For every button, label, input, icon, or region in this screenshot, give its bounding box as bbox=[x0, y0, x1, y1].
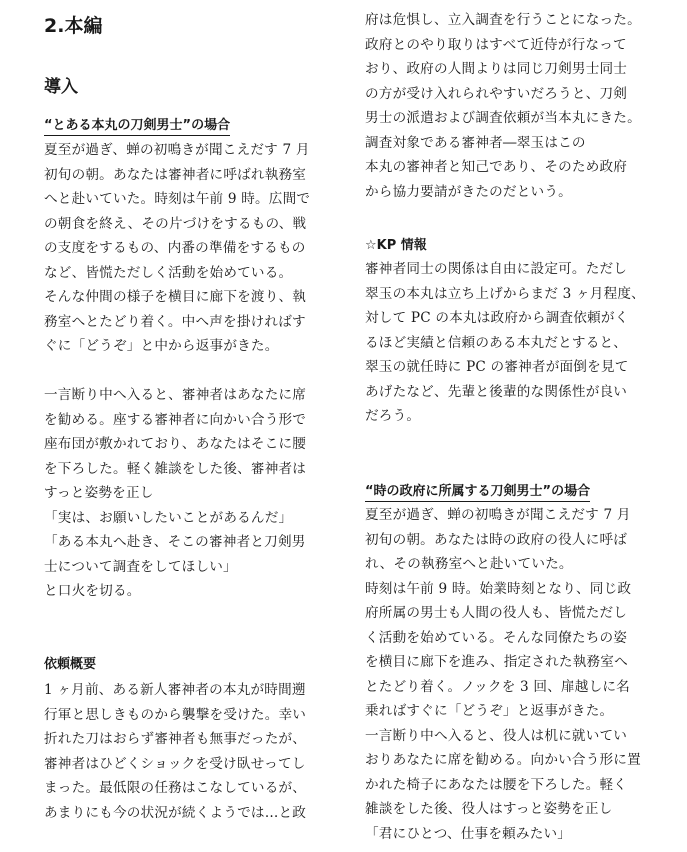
text-line: 翠玉の本丸は立ち上げからまだ 3 ヶ月程度、 bbox=[365, 285, 645, 302]
text-line: 折れた刀はおらず審神者も無事だったが、 bbox=[44, 731, 307, 747]
chapter-title: 2.本編 bbox=[44, 15, 103, 37]
text-line: 調査対象である審神者―翠玉はこの bbox=[365, 134, 586, 151]
text-line: から協力要請がきたのだという。 bbox=[365, 183, 572, 200]
text-line: 男士の派遣および調査依頼が当本丸にきた。 bbox=[365, 110, 641, 126]
text-line: だろう。 bbox=[365, 408, 421, 424]
text-line: 審神者同士の関係は自由に設定可。ただし bbox=[365, 261, 628, 277]
text-line: あげたなど、先輩と後輩的な関係性が良い bbox=[365, 383, 628, 400]
text-line: 一言断り中へ入ると、役人は机に就いてい bbox=[365, 727, 628, 744]
text-line: 審神者はひどくショックを受け臥せってし bbox=[44, 755, 306, 772]
text-line: 行軍と思しきものから襲撃を受けた。幸い bbox=[44, 706, 307, 723]
text-line: を下ろした。軽く雑談をした後、審神者は bbox=[44, 460, 307, 477]
text-line: 「君にひとつ、仕事を頼みたい」 bbox=[365, 825, 572, 842]
text-line: 夏至が過ぎ、蝉の初鳴きが聞こえだす 7 月 bbox=[44, 142, 310, 158]
text-line: 「ある本丸へ赴き、そこの審神者と刀剣男 bbox=[44, 534, 306, 550]
text-line: 務室へとたどり着く。中へ声を掛ければす bbox=[44, 313, 306, 330]
text-line: 1 ヶ月前、ある新人審神者の本丸が時間遡 bbox=[44, 682, 306, 698]
text-line: 政府とのやり取りはすべて近侍が行なって bbox=[365, 36, 627, 53]
text-line: 本丸の審神者と知己であり、そのため政府 bbox=[365, 159, 628, 175]
request-summary-heading: 依頼概要 bbox=[44, 657, 97, 672]
text-line: あまりにも今の状況が続くようでは…と政 bbox=[44, 804, 307, 821]
text-line: を横目に廊下を進み、指定された執務室へ bbox=[365, 654, 628, 670]
text-line: すっと姿勢を正し bbox=[44, 485, 154, 501]
paragraph-request-summary-cont bbox=[365, 8, 641, 204]
paragraph-citadel-request bbox=[44, 383, 306, 604]
paragraph-government-intro bbox=[365, 503, 641, 846]
text-line: の朝食を終え、その片づけをするもの、戦 bbox=[44, 215, 307, 232]
text-line: 翠玉の就任時に PC の審神者が面倒を見て bbox=[365, 359, 629, 375]
text-line: とたどり着く。ノックを 3 回、扉越しに名 bbox=[365, 678, 630, 695]
text-line: と口火を切る。 bbox=[44, 583, 141, 599]
text-line: を勧める。座する審神者に向かい合う形で bbox=[44, 411, 307, 428]
text-line: 一言断り中へ入ると、審神者はあなたに席 bbox=[44, 387, 307, 403]
paragraph-request-summary bbox=[44, 678, 306, 825]
paragraph-citadel-intro bbox=[44, 138, 310, 359]
text-line: まった。最低限の任務はこなしているが、 bbox=[44, 780, 307, 796]
text-line: へと赴いていた。時刻は午前 9 時。広間で bbox=[44, 191, 311, 207]
text-line: 初旬の朝。あなたは審神者に呼ばれ執務室 bbox=[44, 166, 307, 183]
text-line: 対して PC の本丸は政府から調査依頼がく bbox=[365, 310, 629, 326]
text-line: 乗ればすぐに「どうぞ」と返事がきた。 bbox=[365, 703, 614, 719]
text-line: れ、その執務室へと赴いていた。 bbox=[365, 556, 573, 572]
text-line: おりあなたに席を勧める。向かい合う形に置 bbox=[365, 752, 641, 768]
text-line: く活動を始めている。そんな同僚たちの姿 bbox=[365, 629, 628, 646]
text-line: おり、政府の人間よりは同じ刀剣男士同士 bbox=[365, 61, 628, 77]
text-line: るほど実績と信頼のある本丸だとすると、 bbox=[365, 334, 628, 351]
text-line: 士について調査をしてほしい」 bbox=[44, 558, 237, 575]
scenario-heading-government: “時の政府に所属する刀剣男士”の場合 bbox=[365, 483, 590, 502]
kp-info-heading: ☆KP 情報 bbox=[365, 238, 427, 253]
text-line: の方が受け入れられやすいだろうと、刀剣 bbox=[365, 85, 628, 102]
paragraph-kp-info bbox=[365, 257, 645, 429]
text-line: 雑談をした後、役人はすっと姿勢を正し bbox=[365, 801, 613, 817]
text-line: 「実は、お願いしたいことがあるんだ」 bbox=[44, 509, 293, 526]
text-line: の支度をするもの、内番の準備をするもの bbox=[44, 240, 306, 256]
text-line: など、皆慌ただしく活動を始めている。 bbox=[44, 264, 293, 281]
text-line: かれた椅子にあなたは腰を下ろした。軽く bbox=[365, 776, 628, 793]
text-line: 夏至が過ぎ、蝉の初鳴きが聞こえだす 7 月 bbox=[365, 507, 631, 523]
text-line: ぐに「どうぞ」と中から返事がきた。 bbox=[44, 338, 279, 354]
text-line: 初旬の朝。あなたは時の政府の役人に呼ば bbox=[365, 531, 628, 548]
section-title: 導入 bbox=[44, 77, 78, 97]
text-line: 時刻は午前 9 時。始業時刻となり、同じ政 bbox=[365, 580, 632, 597]
text-line: 府は危惧し、立入調査を行うことになった。 bbox=[365, 12, 641, 28]
text-line: 府所属の男士も人間の役人も、皆慌ただし bbox=[365, 605, 628, 621]
text-line: 座布団が敷かれており、あなたはそこに腰 bbox=[44, 436, 307, 452]
text-line: そんな仲間の様子を横目に廊下を渡り、執 bbox=[44, 289, 307, 305]
scenario-heading-citadel: “とある本丸の刀剣男士”の場合 bbox=[44, 117, 230, 136]
